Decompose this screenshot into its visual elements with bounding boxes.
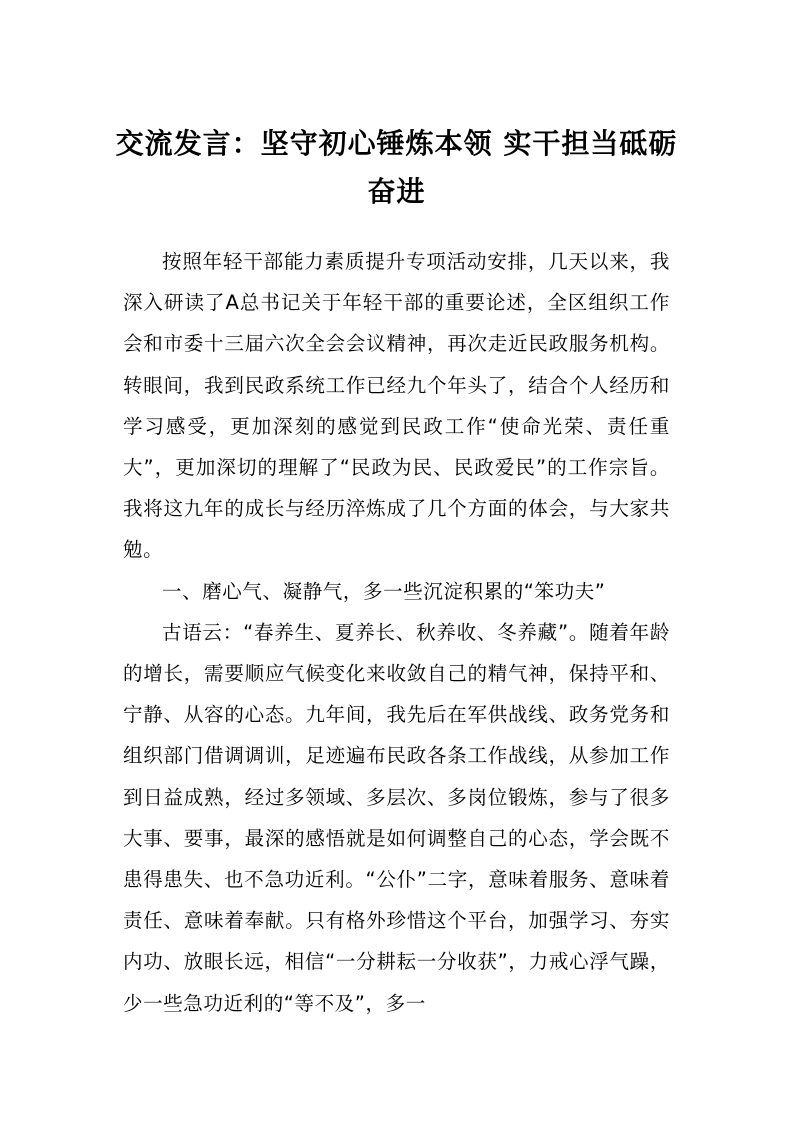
document-title: 交流发言：坚守初心锤炼本领 实干担当砥砺奋进 xyxy=(115,127,678,208)
paragraph-section-1: 古语云：“春养生、夏养长、秋养收、冬养藏”。随着年龄的增长，需要顺应气候变化来收敛自己的精气神，保持平和、宁静、从容的心态。九年间，我先后在军供战线、政务党务和组织部门借调调训，足迹遍布民政各条工作战线，从参加工作到日益成熟，经过多领域、多层次、多岗位锻炼，参与了很多大事、要事，最深的感悟就是如何调整自己的心态，学会既不患得患失、也不急功近利。“公仆”二字，意味着服务、意味着责任、意味着奉献。只有格外珍惜这个平台，加强学习、夯实内功、放眼长远，相信“一分耕耘一分收获”，力戒心浮气躁，少一些急功近利的“等不及”，多一 xyxy=(123,620,670,1015)
section-heading-1: 一、磨心气、凝静气，多一些沉淀积累的“笨功夫” xyxy=(162,579,606,603)
document-body xyxy=(123,241,670,1024)
paragraph-intro: 按照年轻干部能力素质提升专项活动安排，几天以来，我深入研读了A总书记关于年轻干部的重要论述，全区组织工作会和市委十三届六次全会会议精神，再次走近民政服务机构。转眼间，我到民政系统工作已经九个年头了，结合个人经历和学习感受，更加深刻的感觉到民政工作“使命光荣、责任重大”，更加深切的理解了“民政为民、民政爱民”的工作宗旨。我将这九年的成长与经历淬炼成了几个方面的体会，与大家共勉。 xyxy=(123,250,670,562)
